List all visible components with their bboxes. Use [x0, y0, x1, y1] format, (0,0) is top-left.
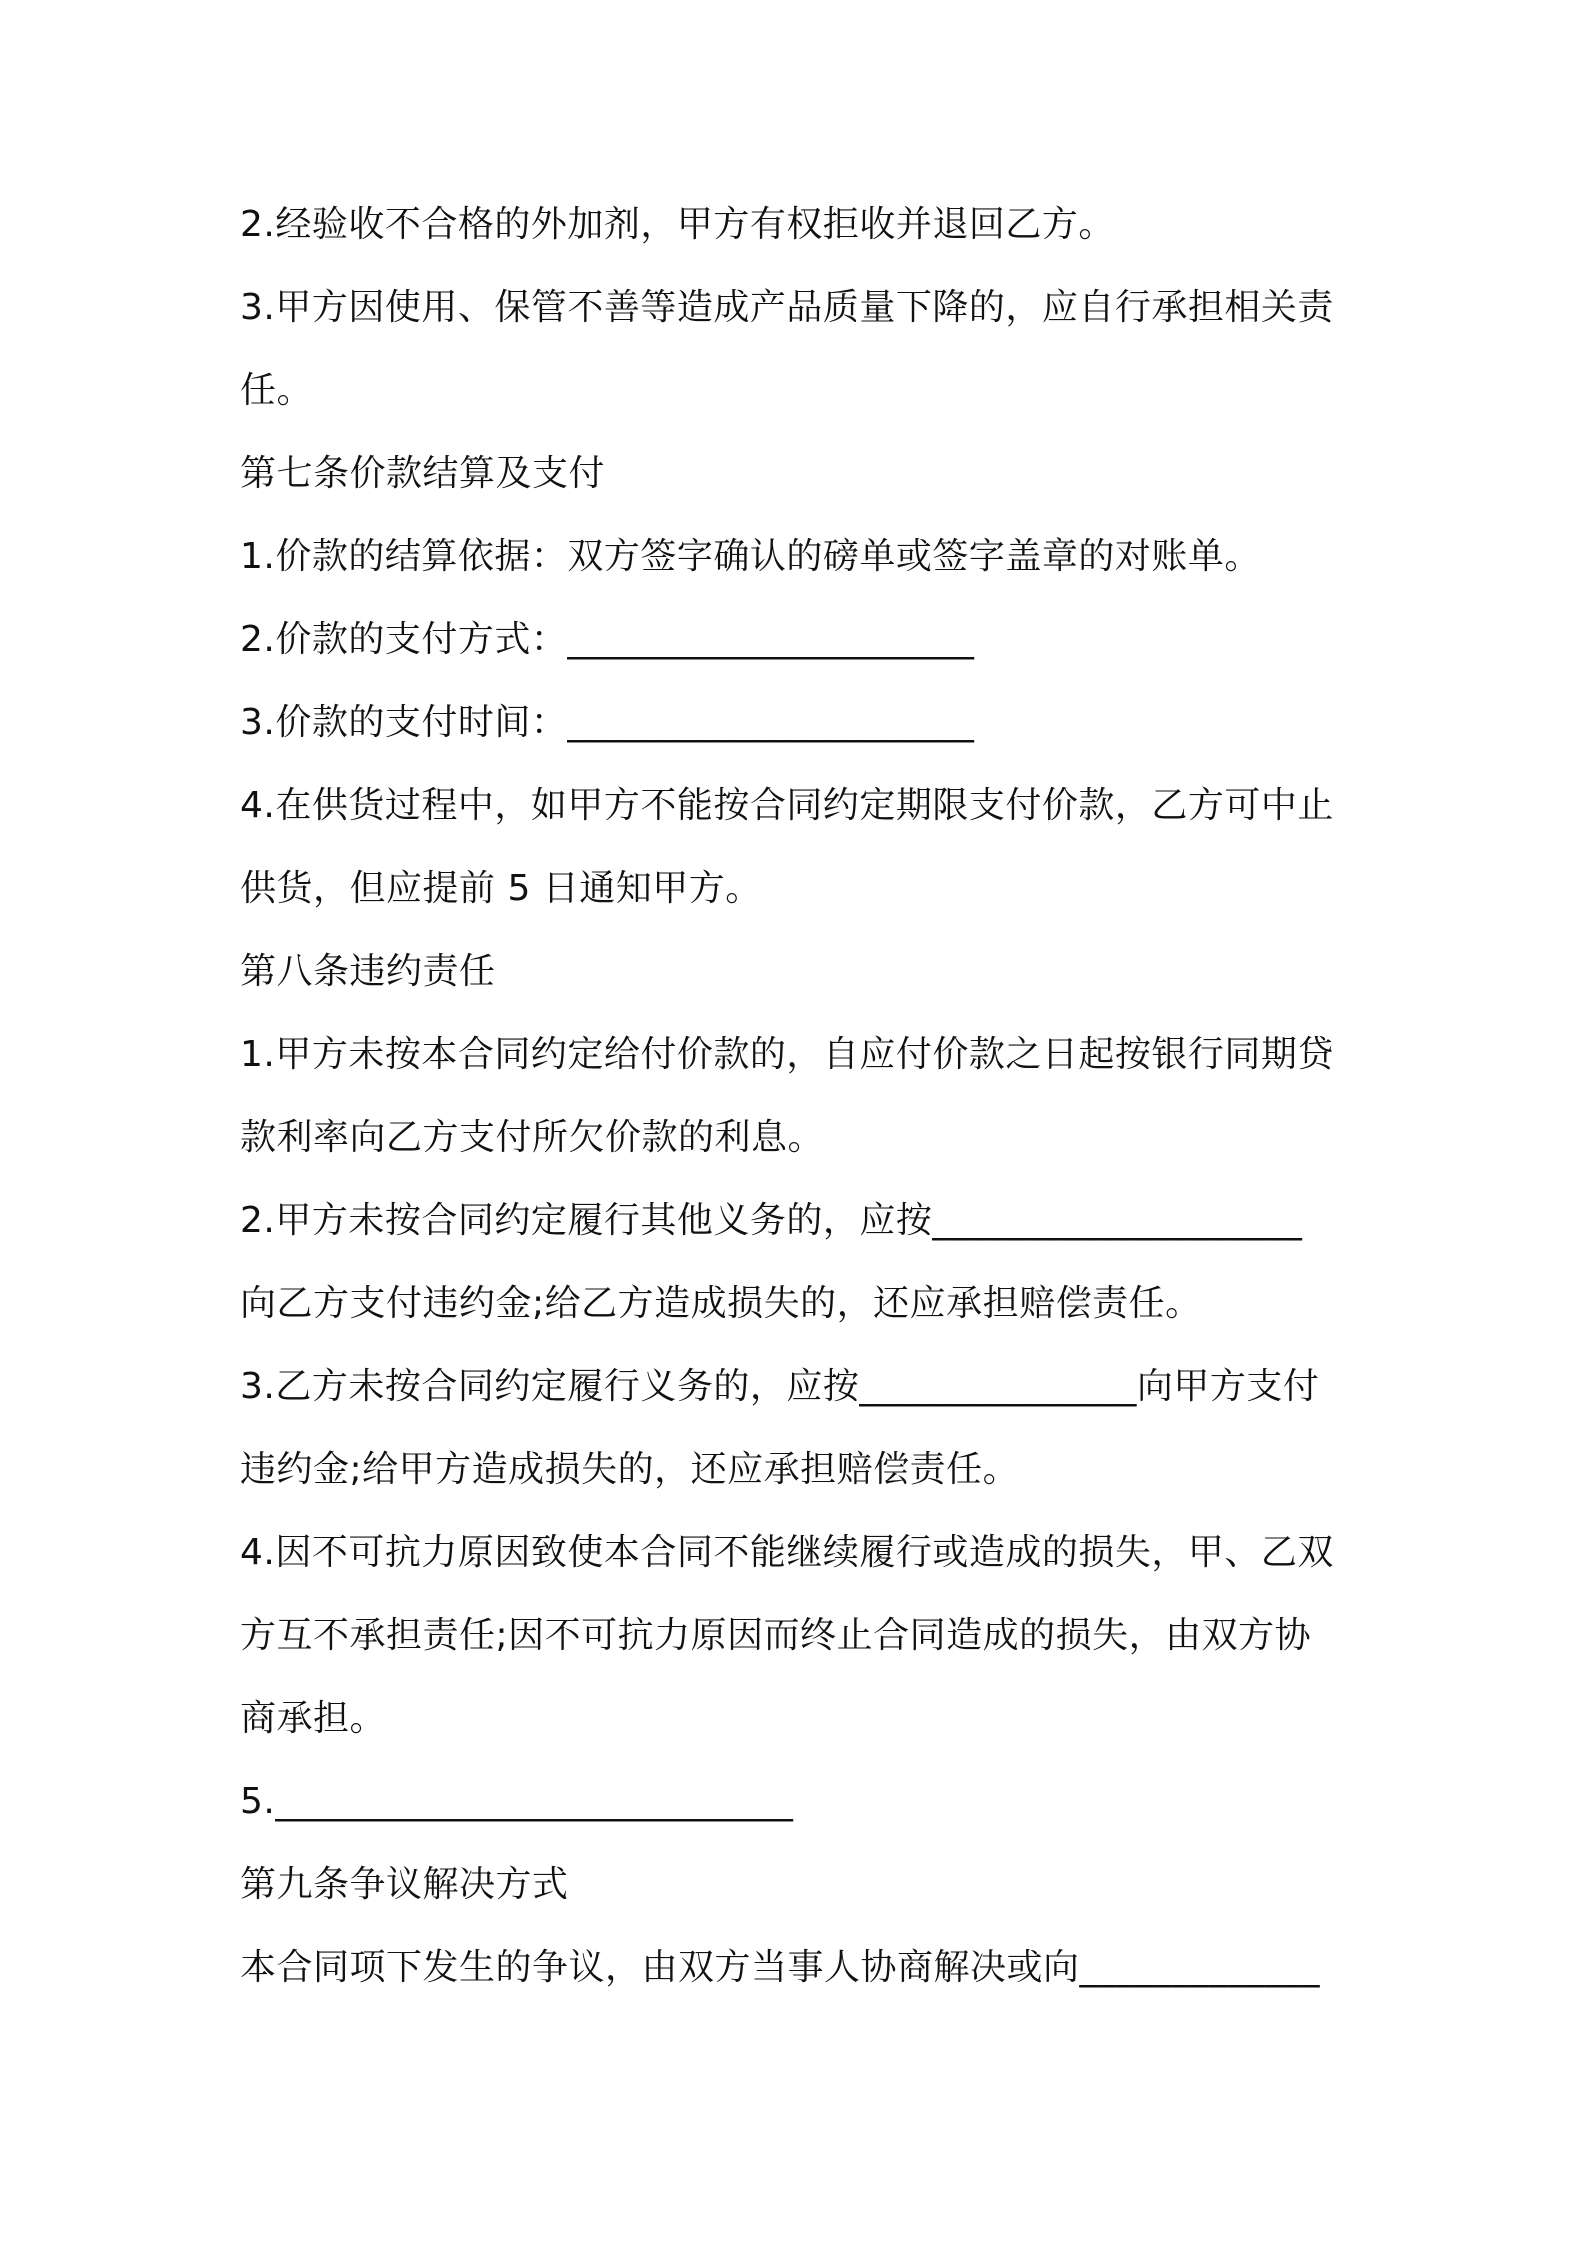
clause-7-item-3: 3.价款的支付时间：______________________ [240, 702, 975, 743]
clause-8-item-3-line-1: 3.乙方未按合同约定履行义务的，应按_______________向甲方支付 [240, 1366, 1320, 1407]
clause-8-item-4-line-1: 4.因不可抗力原因致使本合同不能继续履行或造成的损失，甲、乙双 [240, 1532, 1334, 1573]
clause-7-item-1: 1.价款的结算依据：双方签字确认的磅单或签字盖章的对账单。 [240, 536, 1261, 577]
clause-6-item-2: 2.经验收不合格的外加剂，甲方有权拒收并退回乙方。 [240, 204, 1115, 245]
clause-6-item-3-line-1: 3.甲方因使用、保管不善等造成产品质量下降的，应自行承担相关责 [240, 287, 1334, 328]
clause-9-body: 本合同项下发生的争议，由双方当事人协商解决或向_____________ [240, 1947, 1321, 1988]
clause-8-item-3-line-2: 违约金;给甲方造成损失的，还应承担赔偿责任。 [240, 1449, 1020, 1490]
clause-8-item-4-line-2: 方互不承担责任;因不可抗力原因而终止合同造成的损失，由双方协 [240, 1615, 1312, 1656]
clause-6-item-3-line-2: 任。 [240, 370, 314, 411]
section-heading-article-8: 第八条违约责任 [240, 951, 496, 992]
clause-8-item-2-line-1: 2.甲方未按合同约定履行其他义务的，应按____________________ [240, 1200, 1303, 1241]
clause-8-item-2-line-2: 向乙方支付违约金;给乙方造成损失的，还应承担赔偿责任。 [240, 1283, 1202, 1324]
clause-7-item-2: 2.价款的支付方式：______________________ [240, 619, 975, 660]
clause-8-item-4-line-3: 商承担。 [240, 1698, 387, 1739]
section-heading-article-9: 第九条争议解决方式 [240, 1864, 569, 1905]
clause-8-item-5: 5.____________________________ [240, 1781, 794, 1822]
clause-7-item-4-line-2: 供货，但应提前 5 日通知甲方。 [240, 868, 762, 909]
clause-7-item-4-line-1: 4.在供货过程中，如甲方不能按合同约定期限支付价款，乙方可中止 [240, 785, 1334, 826]
section-heading-article-7: 第七条价款结算及支付 [240, 453, 606, 494]
clause-8-item-1-line-2: 款利率向乙方支付所欠价款的利息。 [240, 1117, 825, 1158]
clause-8-item-1-line-1: 1.甲方未按本合同约定给付价款的，自应付价款之日起按银行同期贷 [240, 1034, 1334, 1075]
